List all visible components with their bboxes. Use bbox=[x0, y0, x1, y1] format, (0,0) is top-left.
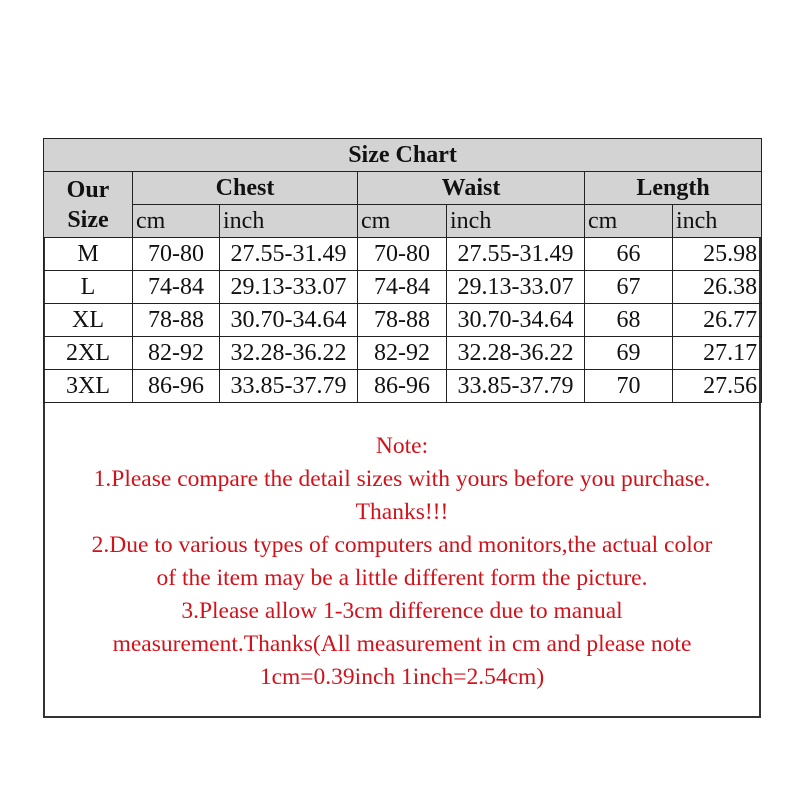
length-inch-cell: 26.77 bbox=[673, 304, 762, 337]
length-inch-cell: 27.17 bbox=[673, 337, 762, 370]
table-title: Size Chart bbox=[44, 139, 762, 172]
length-cm-cell: 68 bbox=[585, 304, 673, 337]
length-inch-header: inch bbox=[673, 205, 762, 238]
note-heading: Note: bbox=[375, 433, 429, 459]
note-line: 1cm=0.39inch 1inch=2.54cm) bbox=[259, 664, 545, 690]
table-row bbox=[44, 337, 762, 370]
waist-cm-cell: 78-88 bbox=[358, 304, 447, 337]
waist-inch-cell: 27.55-31.49 bbox=[447, 238, 585, 271]
length-inch-cell: 26.38 bbox=[673, 271, 762, 304]
chest-header: Chest bbox=[133, 172, 358, 205]
chest-cm-header: cm bbox=[133, 205, 220, 238]
waist-cm-cell: 74-84 bbox=[358, 271, 447, 304]
chest-cm-cell: 70-80 bbox=[133, 238, 220, 271]
chest-cm-cell: 74-84 bbox=[133, 271, 220, 304]
note-line: 1.Please compare the detail sizes with yours before you purchase. bbox=[93, 466, 711, 492]
our-size-header-line1: Our bbox=[66, 176, 110, 203]
our-size-header bbox=[44, 172, 133, 238]
waist-inch-cell: 33.85-37.79 bbox=[447, 370, 585, 403]
notes-block bbox=[45, 430, 759, 694]
size-cell: 2XL bbox=[44, 337, 133, 370]
size-cell: L bbox=[44, 271, 133, 304]
waist-cm-header: cm bbox=[358, 205, 447, 238]
chest-cm-cell: 78-88 bbox=[133, 304, 220, 337]
waist-inch-header: inch bbox=[447, 205, 585, 238]
length-cm-cell: 66 bbox=[585, 238, 673, 271]
length-cm-cell: 67 bbox=[585, 271, 673, 304]
length-header: Length bbox=[585, 172, 762, 205]
chest-inch-cell: 33.85-37.79 bbox=[220, 370, 358, 403]
chest-cm-cell: 82-92 bbox=[133, 337, 220, 370]
our-size-header-line2: Size bbox=[67, 206, 109, 233]
size-chart-table bbox=[43, 138, 762, 403]
size-cell: XL bbox=[44, 304, 133, 337]
waist-cm-cell: 82-92 bbox=[358, 337, 447, 370]
length-cm-header: cm bbox=[585, 205, 673, 238]
size-cell: 3XL bbox=[44, 370, 133, 403]
table-row bbox=[44, 238, 762, 271]
length-inch-cell: 25.98 bbox=[673, 238, 762, 271]
note-line: 3.Please allow 1-3cm difference due to manual bbox=[181, 598, 623, 624]
waist-inch-cell: 30.70-34.64 bbox=[447, 304, 585, 337]
note-line: 2.Due to various types of computers and monitors,the actual color bbox=[91, 532, 713, 558]
waist-inch-cell: 32.28-36.22 bbox=[447, 337, 585, 370]
waist-cm-cell: 70-80 bbox=[358, 238, 447, 271]
note-line: of the item may be a little different form the picture. bbox=[156, 565, 648, 591]
note-line: Thanks!!! bbox=[355, 499, 449, 525]
length-cm-cell: 70 bbox=[585, 370, 673, 403]
chest-inch-cell: 32.28-36.22 bbox=[220, 337, 358, 370]
table-row bbox=[44, 271, 762, 304]
chest-cm-cell: 86-96 bbox=[133, 370, 220, 403]
waist-cm-cell: 86-96 bbox=[358, 370, 447, 403]
chest-inch-cell: 27.55-31.49 bbox=[220, 238, 358, 271]
chest-inch-header: inch bbox=[220, 205, 358, 238]
chest-inch-cell: 29.13-33.07 bbox=[220, 271, 358, 304]
table-row bbox=[44, 304, 762, 337]
note-line: measurement.Thanks(All measurement in cm and please note bbox=[112, 631, 692, 657]
waist-header: Waist bbox=[358, 172, 585, 205]
chest-inch-cell: 30.70-34.64 bbox=[220, 304, 358, 337]
length-cm-cell: 69 bbox=[585, 337, 673, 370]
table-row bbox=[44, 370, 762, 403]
size-cell: M bbox=[44, 238, 133, 271]
waist-inch-cell: 29.13-33.07 bbox=[447, 271, 585, 304]
length-inch-cell: 27.56 bbox=[673, 370, 762, 403]
